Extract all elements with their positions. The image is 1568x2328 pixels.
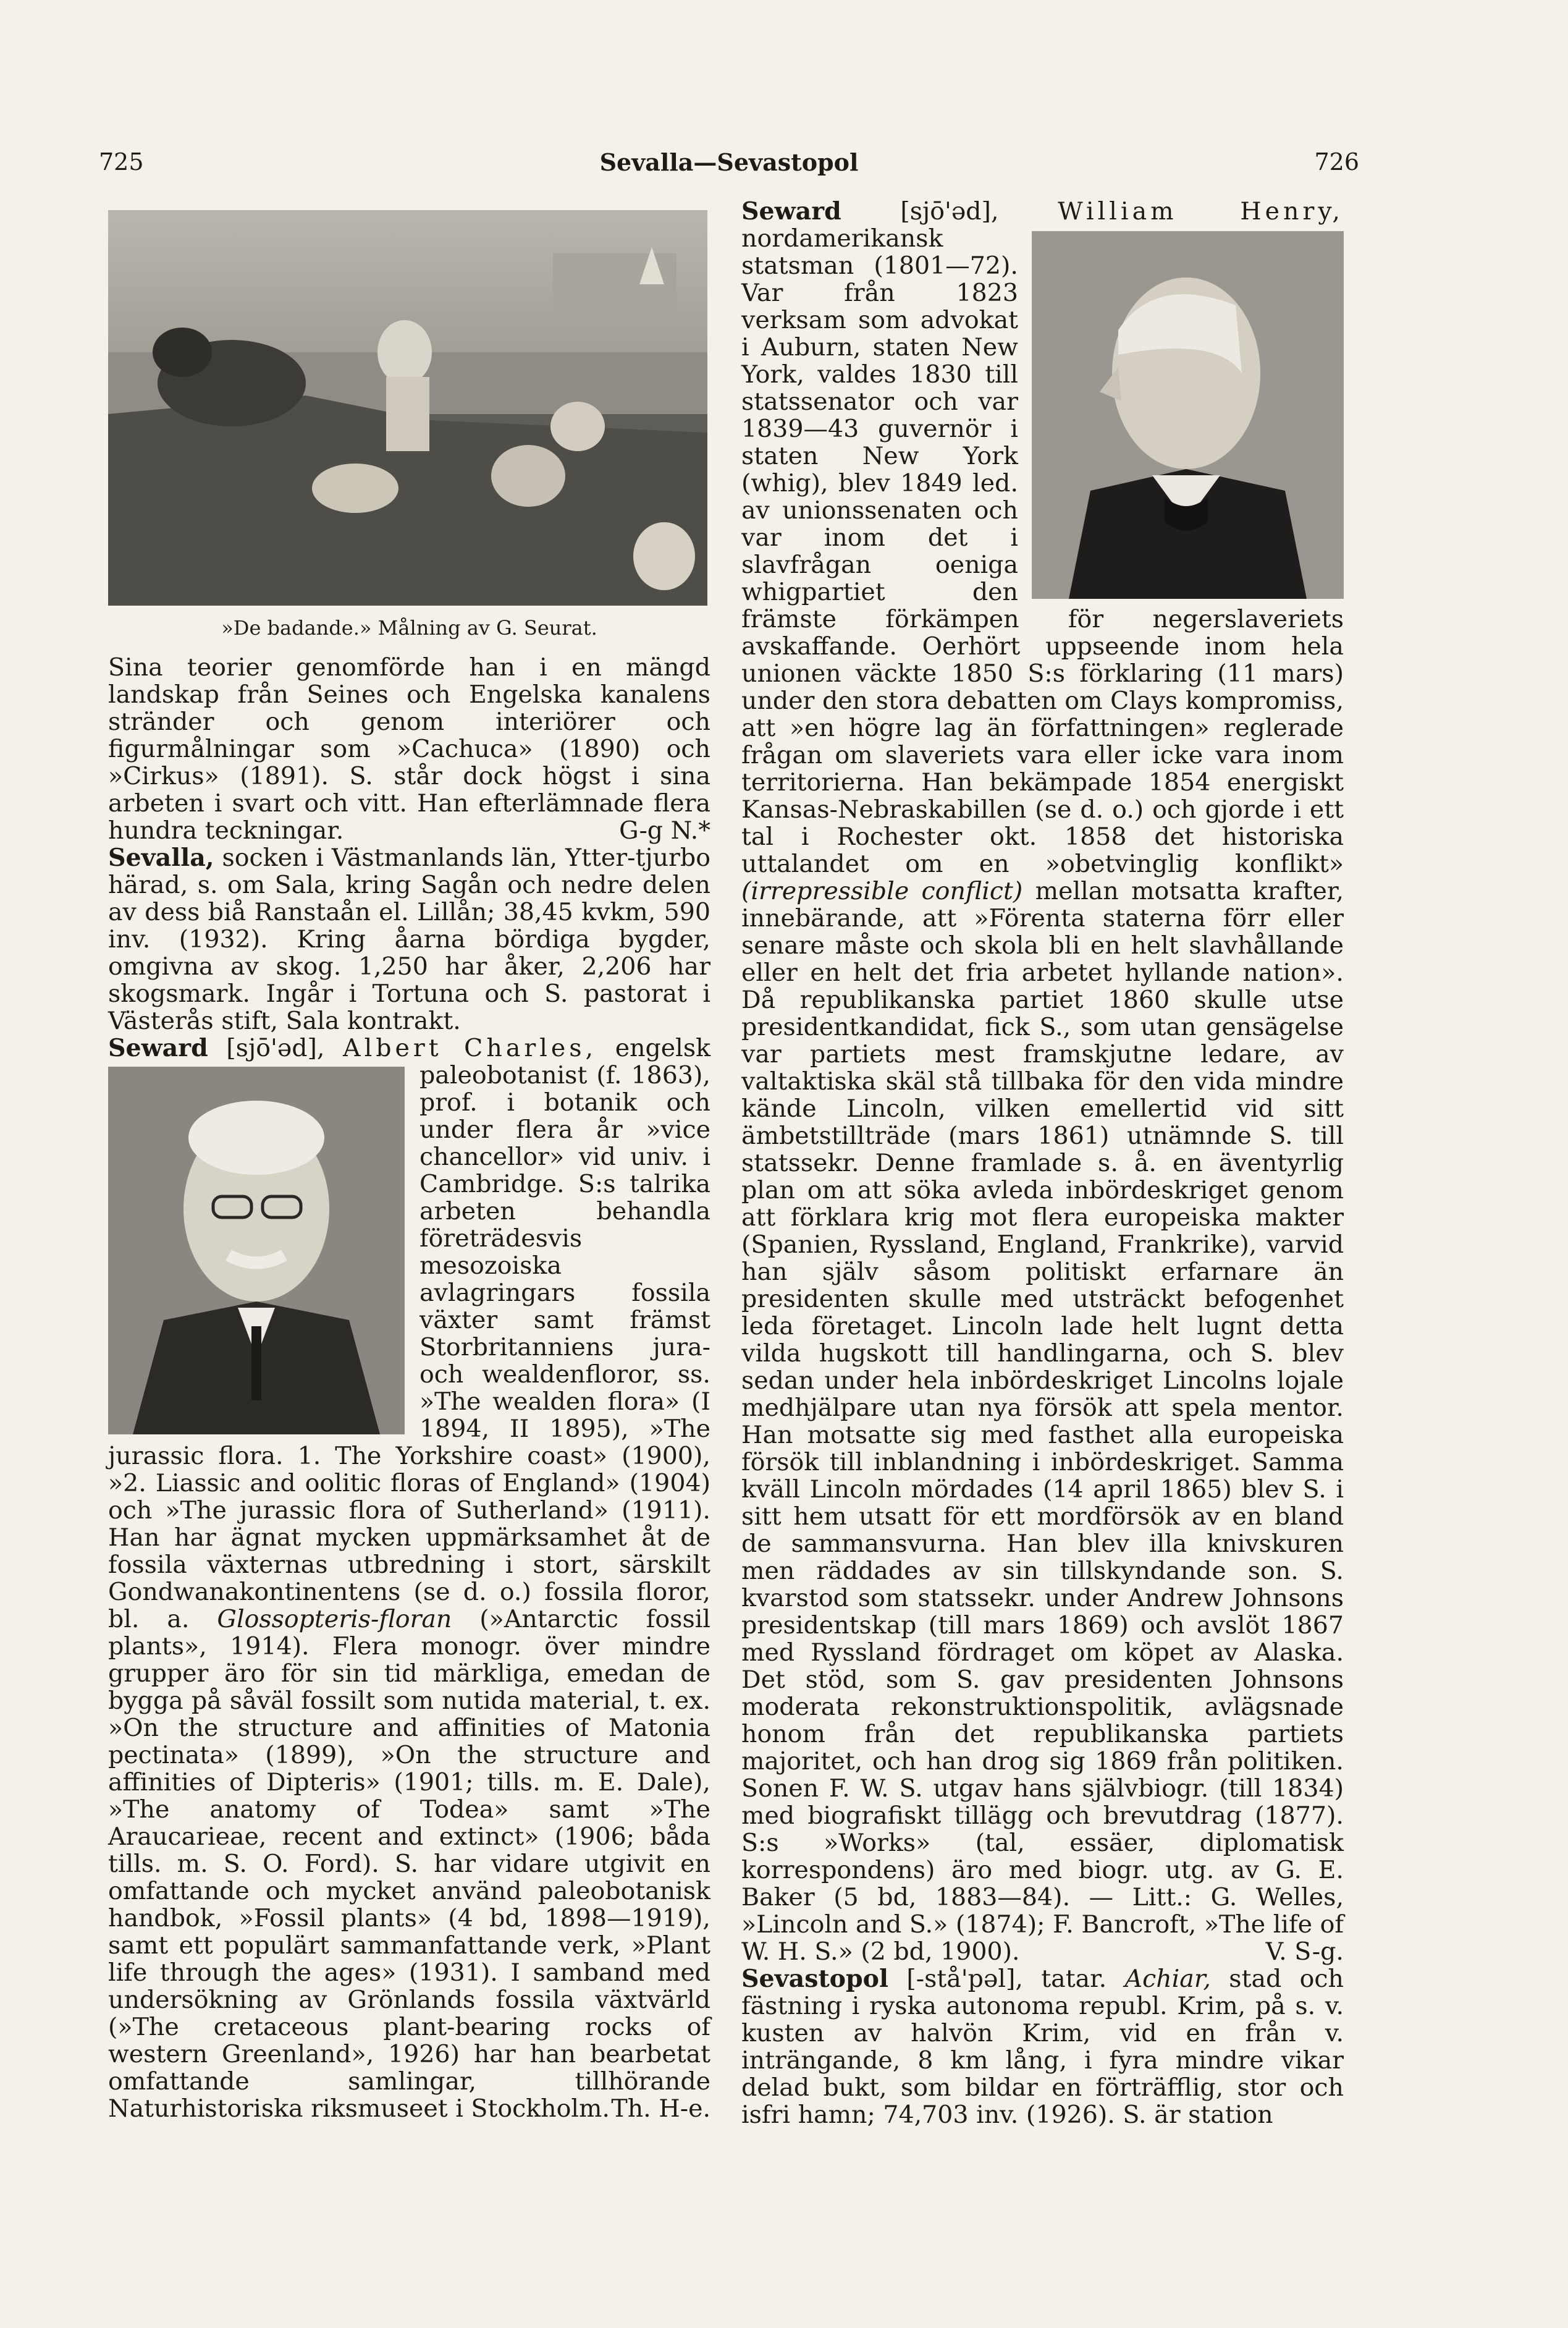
portrait-albert-seward (108, 1067, 405, 1434)
seward-william-italic: (irrepressible conflict) (741, 877, 1023, 905)
sevastopol-pronunciation: [-stå'pəl], (906, 1965, 1023, 1993)
seurat-painting-image (108, 210, 707, 606)
pointillist-painting-bathers (108, 210, 707, 606)
seward-albert-text: engelsk paleobotanist (f. 1863), prof. i botanik och under flera år »vice chancellor» vid univ. i Cambridge. S:s talrika arbeten behandla företrädesvis mesozoiska avlagringars fossila växter samt främst Storbritanniens jura- och wealdenfloror, ss. »The wealden flora» (I 1894, II 1895), »The jurassic flora. 1. The Yorkshire coast» (1900), »2. Liassic and oolitic floras of England» (1904) och »The jurassic flora of Sutherland» (1911). Han har ägnat mycken uppmärksamhet åt de fossila växternas utbredning i stort, särskilt Gondwanakontinentens (se d. o.) fossila floror, bl. a. (108, 1034, 711, 1633)
sevalla-text: socken i Västmanlands län, Ytter-tjurbo härad, s. om Sala, kring Sagån och nedre delen av dess biå Ranstaån el. Lillån; 38,45 kvkm, 590 inv. (1932). Kring åarna bördiga bygder, omgivna av skog. 1,250 har åker, 2,206 har skogsmark. Ingår i Tortuna och S. pastorat i Västerås stift, Sala kontrakt. (108, 844, 710, 1035)
sevalla-entry (108, 844, 710, 1035)
seward-albert-headword: Seward (108, 1034, 208, 1062)
painting-caption: »De badande.» Målning av G. Seurat. (221, 616, 597, 640)
seward-albert-pronunciation: [sjō'əd], (226, 1034, 325, 1062)
portrait-william-seward (1032, 231, 1344, 599)
running-title: Sevalla—Sevastopol (599, 148, 859, 176)
seward-william-signature: V. S-g. (1265, 1937, 1344, 1966)
seurat-paragraph (108, 654, 710, 844)
page-number-left: 725 (99, 148, 144, 176)
seurat-text: Sina teorier genomförde han i en mängd landskap från Seines och Engelska kanalens stränder och genom interiörer och figurmålningar som »Cachuca» (1890) och »Cirkus» (1891). S. står dock högst i sina arbeten i svart och vitt. Han efterlämnade flera hundra teckningar. (108, 653, 710, 845)
left-column (108, 198, 710, 2122)
page-header (99, 148, 1359, 185)
portrait-elderly-man-glasses (108, 1067, 405, 1434)
seward-william-pronunciation: [sjō'əd], (900, 197, 999, 226)
portrait-man-profile-19th-century (1032, 231, 1344, 599)
sevastopol-text: tatar. (1041, 1965, 1107, 1993)
sevastopol-entry (741, 1965, 1344, 2128)
right-column (741, 198, 1344, 2128)
page-number-right: 726 (1314, 148, 1359, 176)
seward-william-headword: Seward (741, 197, 841, 226)
seward-william-name: William Henry, (1058, 197, 1344, 226)
seurat-signature: G-g N.* (619, 816, 710, 845)
sevastopol-headword: Sevastopol (741, 1965, 889, 1993)
seward-william-text: nordamerikansk statsman (1801—72). Var från 1823 verksam som advokat i Auburn, staten New York, valdes 1830 till statssenator och var 1839—43 guvernör i staten New York (whig), blev 1849 led. av unionssenaten och var inom det i slavfrågan oeniga whigpartiet den främste förkämpen för negerslaveriets avskaffande. Oerhört uppseende inom hela unionen väckte 1850 S:s förklaring (11 mars) under den stora debatten om Clays kompromiss, att »en högre lag än författningen» reglerade frågan om slaveriets vara eller icke vara inom territorierna. Han bekämpade 1854 energiskt Kansas-Nebraskabillen (se d. o.) och gjorde i ett tal i Rochester okt. 1858 det historiska uttalandet om en »obetvinglig konflikt» (741, 224, 1344, 878)
seward-albert-entry (108, 1035, 710, 2122)
sevastopol-italic: Achiar, (1124, 1965, 1211, 1993)
seward-william-entry (741, 198, 1344, 1965)
seward-albert-signature: Th. H-e. (611, 2094, 710, 2123)
seward-albert-name: Albert Charles, (343, 1034, 597, 1062)
sevalla-headword: Sevalla, (108, 844, 214, 872)
seward-albert-text-2: (»Antarctic fossil plants», 1914). Flera monogr. över mindre grupper äro för sin tid märkliga, emedan de bygga på såväl fossilt som nutida material, t. ex. »On the structure and affinities of Matonia pectinata» (1899), »On the structure and affinities of Dipteris» (1901; tills. m. E. Dale), »The anatomy of Todea» samt »The Araucarieae, recent and extinct» (1906; båda tills. m. S. O. Ford). S. har vidare utgivit en omfattande och mycket använd paleobotanisk handbok, »Fossil plants» (4 bd, 1898—1919), samt ett populärt sammanfattande verk, »Plant life through the ages» (1931). I samband med undersökning av Grönlands fossila växtvärld (»The cretaceous plant-bearing rocks of western Greenland», 1926) har han bearbetat omfattande samlingar, tillhörande Naturhistoriska riksmuseet i Stockholm. (108, 1605, 710, 2123)
seward-william-text-2: mellan motsatta krafter, innebärande, att »Förenta staterna förr eller senare måste och skola bli en helt slavhållande eller en helt det fria arbetet hyllande nation». Då republikanska partiet 1860 skulle utse presidentkandidat, fick S., som utan gensägelse var partiets mest framskjutne ledare, av valtaktiska skäl stå tillbaka för den vida mindre kände Lincoln, vilken emellertid vid sitt ämbetstillträde (mars 1861) utnämnde S. till statssekr. Denne framlade s. å. en äventyrlig plan om att söka avleda inbördeskriget genom att förklara krig mot flera europeiska makter (Spanien, Ryssland, England, Frankrike), varvid han själv såsom politiskt erfarnare än presidenten skulle med utsträckt befogenhet leda företaget. Lincoln lade helt lugnt detta vilda hugskott till handlingarna, och S. blev sedan under hela inbördeskriget Lincolns lojale medhjälpare utan nya försök att spela mentor. Han motsatte sig med fasthet alla europeiska försök till inblandning i inbördeskriget. Samma kväll Lincoln mördades (14 april 1865) blev S. i sitt hem utsatt för ett mordförsök av en bland de sammansvurna. Han blev illa knivskuren men räddades av sin tillskyndande son. S. kvarstod som statssekr. under Andrew Johnsons presidentskap (till mars 1869) och avslöt 1867 med Ryssland fördraget om köpet av Alaska. Det stöd, som S. gav presidenten Johnsons moderata rekonstruktionspolitik, avlägsnade honom från det republikanska partiets majoritet, och han drog sig 1869 från politiken. Sonen F. W. S. utgav hans självbiogr. (till 1834) med biografiskt tillägg och brevutdrag (1877). S:s »Works» (tal, essäer, diplomatisk korrespondens) äro med biogr. utg. av G. E. Baker (5 bd, 1883—84). — Litt.: G. Welles, »Lincoln and S.» (1874); F. Bancroft, »The life of W. H. S.» (2 bd, 1900). (741, 877, 1344, 1966)
seward-albert-italic: Glossopteris-floran (217, 1605, 452, 1633)
sevastopol-text-2: stad och fästning i ryska autonoma republ. Krim, på s. v. kusten av halvön Krim, vid en från v. inträngande, 8 km lång, i fyra mindre vikar delad bukt, som bildar en förträfflig, stor och isfri hamn; 74,703 inv. (1926). S. är station (741, 1965, 1344, 2129)
